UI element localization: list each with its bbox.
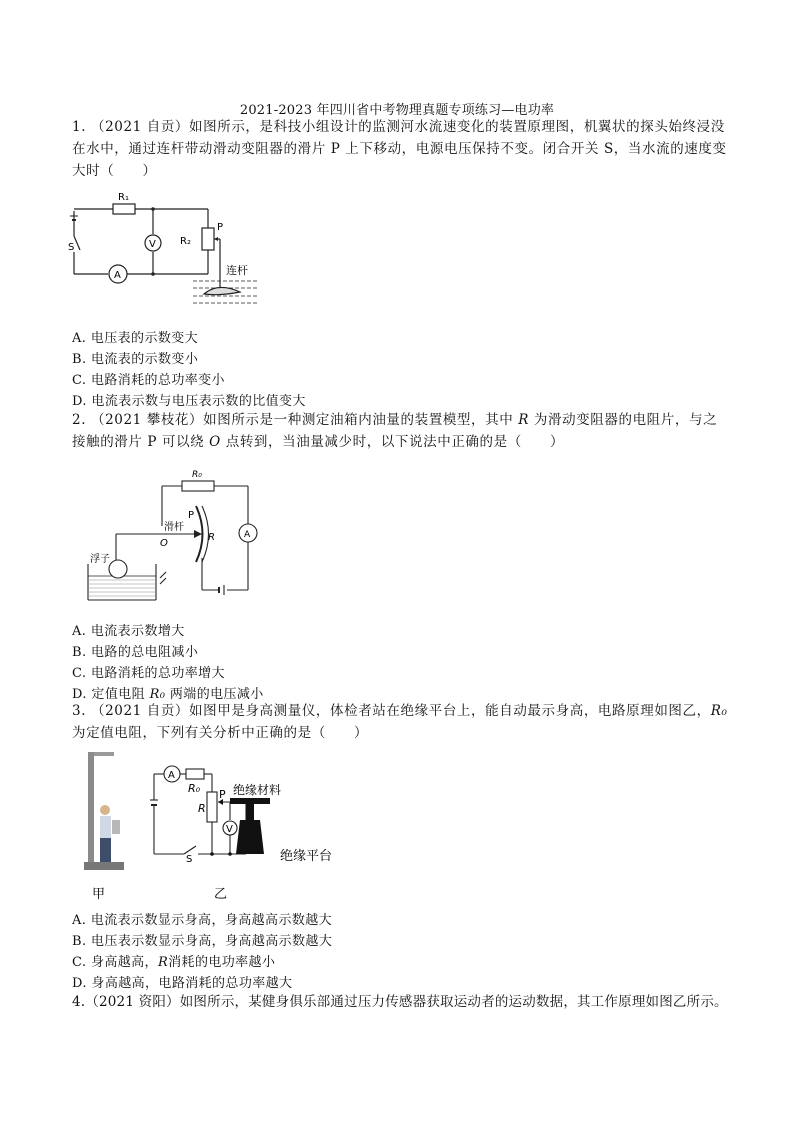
slider-p-label: P — [217, 222, 224, 233]
ammeter-label: A — [168, 770, 175, 781]
q2-option-b: B. 电路的总电阻减小 — [72, 645, 199, 660]
q2-option-c: C. 电路消耗的总功率增大 — [72, 666, 225, 681]
ammeter-label: A — [114, 270, 121, 281]
rod-label: 连杆 — [226, 264, 248, 277]
slider-p-label: P — [219, 788, 226, 801]
float-label: 浮子 — [90, 554, 110, 565]
page-title: 2021-2023 年四川省中考物理真题专项练习—电功率 — [239, 103, 555, 118]
q3-option-b: B. 电压表示数显示身高，身高越高示数越大 — [72, 934, 333, 949]
question-1-stem: 1. （2021 自贡）如图所示，是科技小组设计的监测河水流速变化的装置原理图，机翼状的探头始终浸没在水中，通过连杆带动滑动变阻器的滑片 P 上下移动，电源电压保持不变。闭合开关 S，当水流的速度变大时（ ） — [72, 119, 727, 179]
resistor-r-label: R — [198, 802, 206, 815]
resistor-r-label: R — [208, 532, 215, 543]
q3-option-a: A. 电流表示数显示身高，身高越高示数越大 — [72, 913, 333, 928]
r1-label: R₁ — [118, 192, 129, 203]
pivot-o-label: O — [160, 538, 168, 549]
voltmeter-label: V — [149, 239, 156, 250]
switch-s-label: S — [186, 854, 193, 865]
q3-option-c: C. 身高越高，R消耗的电功率越小 — [72, 955, 276, 970]
q1-option-d: D. 电流表示数与电压表示数的比值变大 — [72, 394, 306, 409]
question-3-height-meter-figure — [78, 750, 358, 900]
height-meter-photo — [84, 752, 124, 870]
q1-option-b: B. 电流表的示数变小 — [72, 352, 199, 367]
question-4-stem: 4.（2021 资阳）如图所示，某健身俱乐部通过压力传感器获取运动者的运动数据，其工作原理如图乙所示。 — [72, 994, 728, 1010]
q1-option-a: A. 电压表的示数变大 — [72, 331, 199, 346]
question-2-stem: 2. （2021 攀枝花）如图所示是一种测定油箱内油量的装置模型，其中 R 为滑动变阻器的电阻片，与之接触的滑片 P 可以绕 O 点转到，当油量减少时，以下说法中正确的是（ ） — [72, 412, 718, 450]
q2-option-d: D. 定值电阻 R₀ 两端的电压减小 — [72, 687, 264, 702]
r2-label: R₂ — [180, 236, 191, 247]
question-3-stem: 3. （2021 自贡）如图甲是身高测量仪，体检者站在绝缘平台上，能自动最示身高，电路原理如图乙，R₀ 为定值电阻，下列有关分析中正确的是（ ） — [72, 703, 728, 741]
voltmeter-label: V — [226, 824, 233, 835]
figure-yi-label: 乙 — [214, 887, 228, 900]
lever-label: 滑杆 — [164, 522, 184, 533]
q2-option-a: A. 电流表示数增大 — [72, 624, 185, 639]
r0-label: R₀ — [192, 470, 202, 480]
question-2-oil-tank-figure — [84, 466, 274, 606]
switch-s-label: S — [68, 242, 75, 253]
slider-p-label: P — [188, 510, 195, 521]
q1-option-c: C. 电路消耗的总功率变小 — [72, 373, 225, 388]
ammeter-label: A — [244, 530, 251, 540]
platform-label: 绝缘平台 — [280, 849, 333, 864]
question-1-circuit-figure — [68, 186, 268, 306]
r0-label: R₀ — [188, 782, 201, 795]
insulator-label: 绝缘材料 — [233, 783, 282, 797]
q3-option-d: D. 身高越高，电路消耗的总功率越大 — [72, 976, 293, 991]
figure-jia-label: 甲 — [92, 887, 106, 900]
